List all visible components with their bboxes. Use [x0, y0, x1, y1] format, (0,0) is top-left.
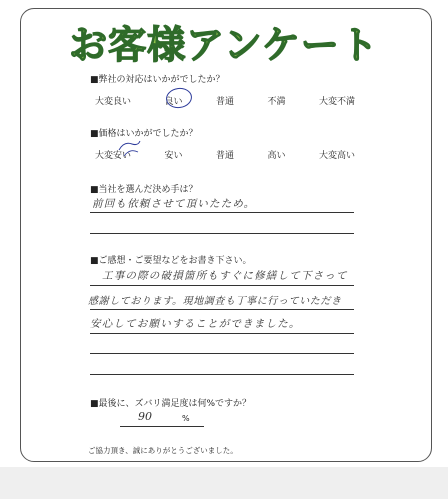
question-service: ■弊社の対応はいかがでしたか？: [90, 75, 225, 85]
answer-line: [90, 233, 354, 234]
option-very-expensive[interactable]: 大変高い: [318, 151, 355, 161]
option-normal[interactable]: 普通: [215, 97, 234, 107]
question-satisfaction: ■最後に、ズバリ満足度は何%ですか？: [90, 399, 252, 409]
question-price: ■価格はいかがでしたか？: [90, 129, 198, 139]
answer-line: [90, 333, 354, 334]
satisfaction-value: 90: [138, 410, 152, 423]
answer-line: [90, 353, 354, 354]
answer-line: [90, 212, 354, 213]
options-service: [95, 94, 355, 107]
option-good[interactable]: 良い: [164, 97, 183, 107]
comment-line-1: 工事の際の破損箇所もすぐに修繕して下さって: [102, 270, 348, 282]
reason-answer: 前回も依頼させて頂いたため。: [92, 198, 256, 210]
footer-band: [0, 467, 448, 499]
option-very-good[interactable]: 大変良い: [95, 97, 132, 107]
option-dissatisfied[interactable]: 不満: [267, 97, 286, 107]
answer-line: [90, 374, 354, 375]
question-reason: ■当社を選んだ決め手は？: [90, 185, 198, 195]
comment-line-3: 安心してお願いすることができました。: [90, 318, 301, 330]
comment-line-2: 感謝しております。現地調査も丁寧に行っていただき: [88, 296, 342, 307]
option-very-cheap[interactable]: 大変安い: [95, 151, 132, 161]
survey-title: お客様アンケート: [69, 23, 379, 67]
satisfaction-underline: [120, 426, 204, 427]
option-cheap[interactable]: 安い: [164, 151, 183, 161]
selected-check-mark: [116, 138, 146, 160]
answer-line: [90, 309, 354, 310]
thanks-note: ご協力頂き、誠にありがとうございました。: [88, 446, 238, 455]
answer-line: [90, 285, 354, 286]
question-comments: ■ご感想・ご要望などをお書き下さい。: [90, 256, 252, 266]
option-normal-price[interactable]: 普通: [215, 151, 234, 161]
survey-card: [20, 8, 432, 462]
option-very-dissatisfied[interactable]: 大変不満: [318, 97, 355, 107]
option-expensive[interactable]: 高い: [267, 151, 286, 161]
percent-unit: %: [182, 414, 190, 423]
